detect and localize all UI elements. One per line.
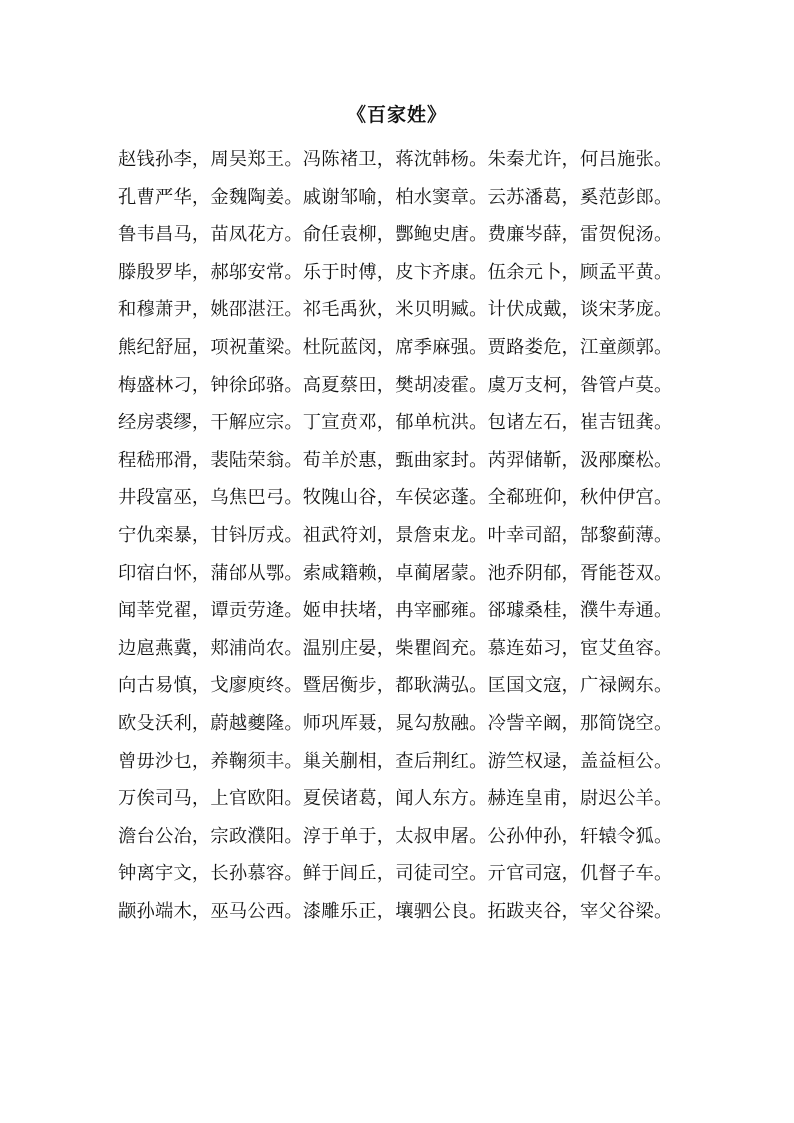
- verse-line: 颛孙端木，巫马公西。漆雕乐正，壤驷公良。拓跋夹谷，宰父谷梁。: [118, 900, 673, 922]
- verse-line: 边扈燕冀，郏浦尚农。温别庄晏，柴瞿阎充。慕连茹习，宦艾鱼容。: [118, 637, 673, 659]
- verse-lines: [118, 141, 678, 930]
- verse-line: 澹台公冶，宗政濮阳。淳于单于，太叔申屠。公孙仲孙，轩辕令狐。: [118, 825, 673, 847]
- verse-line: 滕殷罗毕，郝邬安常。乐于时傅，皮卞齐康。伍余元卜，顾孟平黄。: [118, 261, 673, 283]
- verse-line: 孔曹严华，金魏陶姜。戚谢邹喻，柏水窦章。云苏潘葛，奚范彭郎。: [118, 186, 673, 208]
- verse-line: 欧殳沃利，蔚越夔隆。师巩厍聂，晁勾敖融。冷訾辛阚，那简饶空。: [118, 712, 673, 734]
- verse-line: 鲁韦昌马，苗凤花方。俞任袁柳，酆鲍史唐。费廉岑薛，雷贺倪汤。: [118, 224, 673, 246]
- verse-line: 宁仇栾暴，甘钭厉戎。祖武符刘，景詹束龙。叶幸司韶，郜黎蓟薄。: [118, 524, 673, 546]
- verse-line: 井段富巫，乌焦巴弓。牧隗山谷，车侯宓蓬。全郗班仰，秋仲伊宫。: [118, 487, 673, 509]
- verse-line: 熊纪舒屈，项祝董梁。杜阮蓝闵，席季麻强。贾路娄危，江童颜郭。: [118, 336, 673, 358]
- verse-line: 曾毋沙乜，养鞠须丰。巢关蒯相，查后荆红。游竺权逯，盖益桓公。: [118, 750, 673, 772]
- verse-line: 程嵇邢滑，裴陆荣翁。荀羊於惠，甄曲家封。芮羿储靳，汲邴糜松。: [118, 449, 673, 471]
- verse-line: 经房裘缪，干解应宗。丁宣贲邓，郁单杭洪。包诸左石，崔吉钮龚。: [118, 412, 673, 434]
- verse-line: 闻莘党翟，谭贡劳逄。姬申扶堵，冉宰郦雍。郤璩桑桂，濮牛寿通。: [118, 600, 673, 622]
- verse-line: 钟离宇文，长孙慕容。鲜于闾丘，司徒司空。亓官司寇，仉督子车。: [118, 863, 673, 885]
- verse-line: 印宿白怀，蒲邰从鄂。索咸籍赖，卓蔺屠蒙。池乔阴郁，胥能苍双。: [118, 562, 673, 584]
- verse-line: 和穆萧尹，姚邵湛汪。祁毛禹狄，米贝明臧。计伏成戴，谈宋茅庞。: [118, 299, 673, 321]
- document-title: 《百家姓》: [346, 104, 447, 126]
- verse-line: 梅盛林刁，钟徐邱骆。高夏蔡田，樊胡凌霍。虞万支柯，昝管卢莫。: [118, 374, 673, 396]
- verse-line: 万俟司马，上官欧阳。夏侯诸葛，闻人东方。赫连皇甫，尉迟公羊。: [118, 788, 673, 810]
- verse-line: 赵钱孙李，周吴郑王。冯陈褚卫，蒋沈韩杨。朱秦尤许，何吕施张。: [118, 149, 673, 170]
- verse-line: 向古易慎，戈廖庾终。暨居衡步，都耿满弘。匡国文寇，广禄阙东。: [118, 675, 673, 697]
